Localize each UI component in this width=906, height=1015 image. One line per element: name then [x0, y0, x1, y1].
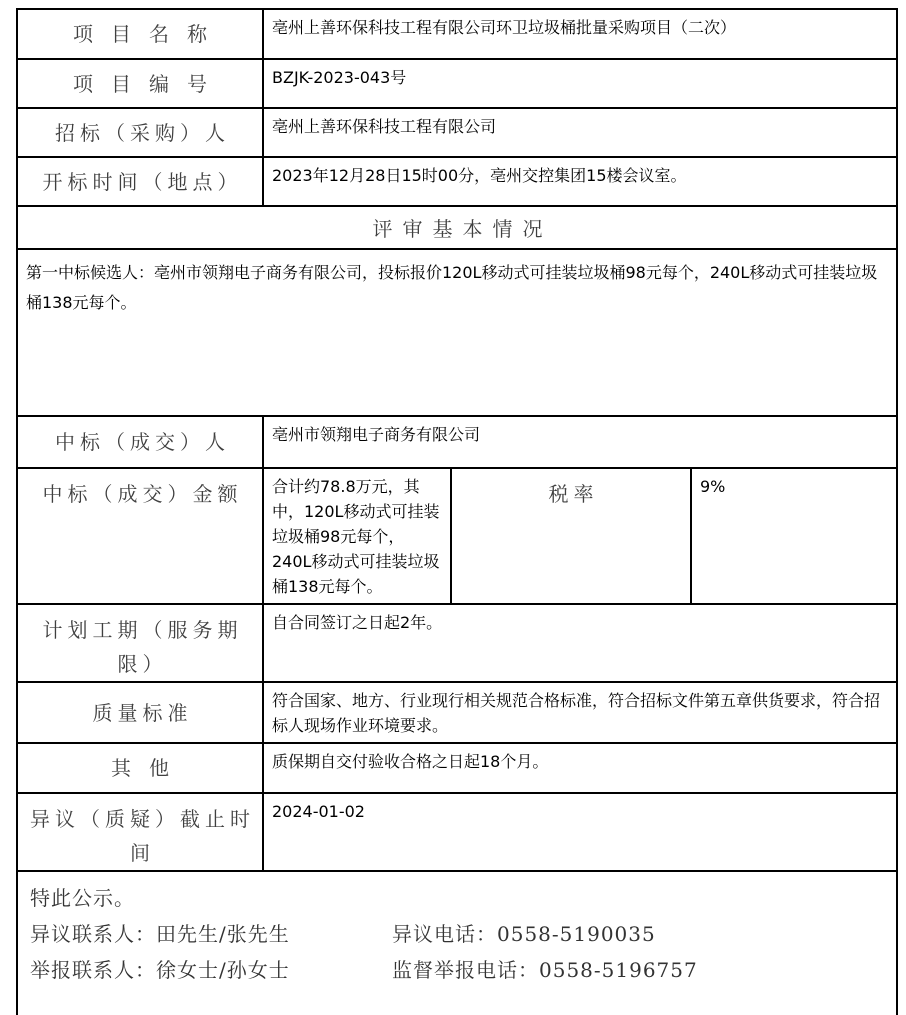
project-number-label: 项目编号: [17, 59, 263, 108]
project-name-value: 亳州上善环保科技工程有限公司环卫垃圾桶批量采购项目（二次）: [263, 9, 897, 59]
footer-objection-line: [30, 916, 886, 952]
amount-value: 合计约78.8万元，其中，120L移动式可挂装垃圾桶98元每个，240L移动式可挂装垃圾桶138元每个。: [263, 468, 451, 604]
tax-rate-value: 9%: [691, 468, 897, 604]
first-candidate-text: 第一中标候选人：亳州市领翔电子商务有限公司，投标报价120L移动式可挂装垃圾桶98元每个，240L移动式可挂装垃圾桶138元每个。: [17, 249, 897, 416]
objection-phone: 异议电话：0558-5190035: [392, 922, 656, 946]
row-bid-opening: [17, 157, 897, 206]
winner-value: 亳州市领翔电子商务有限公司: [263, 416, 897, 468]
report-contact: 举报联系人：徐女士/孙女士: [30, 958, 290, 982]
duration-value: 自合同签订之日起2年。: [263, 604, 897, 682]
footer-notice: 特此公示。: [30, 886, 135, 910]
row-project-name: [17, 9, 897, 59]
row-objection-deadline: [17, 793, 897, 871]
row-review-section-header: [17, 206, 897, 249]
row-duration: [17, 604, 897, 682]
winner-label: 中标（成交）人: [17, 416, 263, 468]
project-number-value: BZJK-2023-043号: [263, 59, 897, 108]
objection-contact: 异议联系人：田先生/张先生: [30, 922, 290, 946]
bid-opening-value: 2023年12月28日15时00分，亳州交控集团15楼会议室。: [263, 157, 897, 206]
row-quality: [17, 682, 897, 743]
bid-opening-label: 开标时间（地点）: [17, 157, 263, 206]
objection-deadline-value: 2024-01-02: [263, 793, 897, 871]
report-phone: 监督举报电话：0558-5196757: [392, 958, 698, 982]
tax-rate-label: 税率: [451, 468, 691, 604]
row-first-candidate: [17, 249, 897, 416]
row-footer: [17, 871, 897, 1015]
amount-label: 中标（成交）金额: [17, 468, 263, 604]
project-name-label: 项目名称: [17, 9, 263, 59]
footer-report-line: [30, 952, 886, 988]
bid-announcement-table: [16, 8, 898, 1015]
review-section-title: 评审基本情况: [17, 206, 897, 249]
purchaser-value: 亳州上善环保科技工程有限公司: [263, 108, 897, 157]
quality-label: 质量标准: [17, 682, 263, 743]
footer-cell: [17, 871, 897, 1015]
row-winner: [17, 416, 897, 468]
other-label: 其他: [17, 743, 263, 793]
quality-value: 符合国家、地方、行业现行相关规范合格标准，符合招标文件第五章供货要求，符合招标人现场作业环境要求。: [263, 682, 897, 743]
duration-label: 计划工期（服务期限）: [17, 604, 263, 682]
row-purchaser: [17, 108, 897, 157]
objection-deadline-label: 异议（质疑）截止时间: [17, 793, 263, 871]
other-value: 质保期自交付验收合格之日起18个月。: [263, 743, 897, 793]
row-other: [17, 743, 897, 793]
row-project-number: [17, 59, 897, 108]
purchaser-label: 招标（采购）人: [17, 108, 263, 157]
row-amount: [17, 468, 897, 604]
